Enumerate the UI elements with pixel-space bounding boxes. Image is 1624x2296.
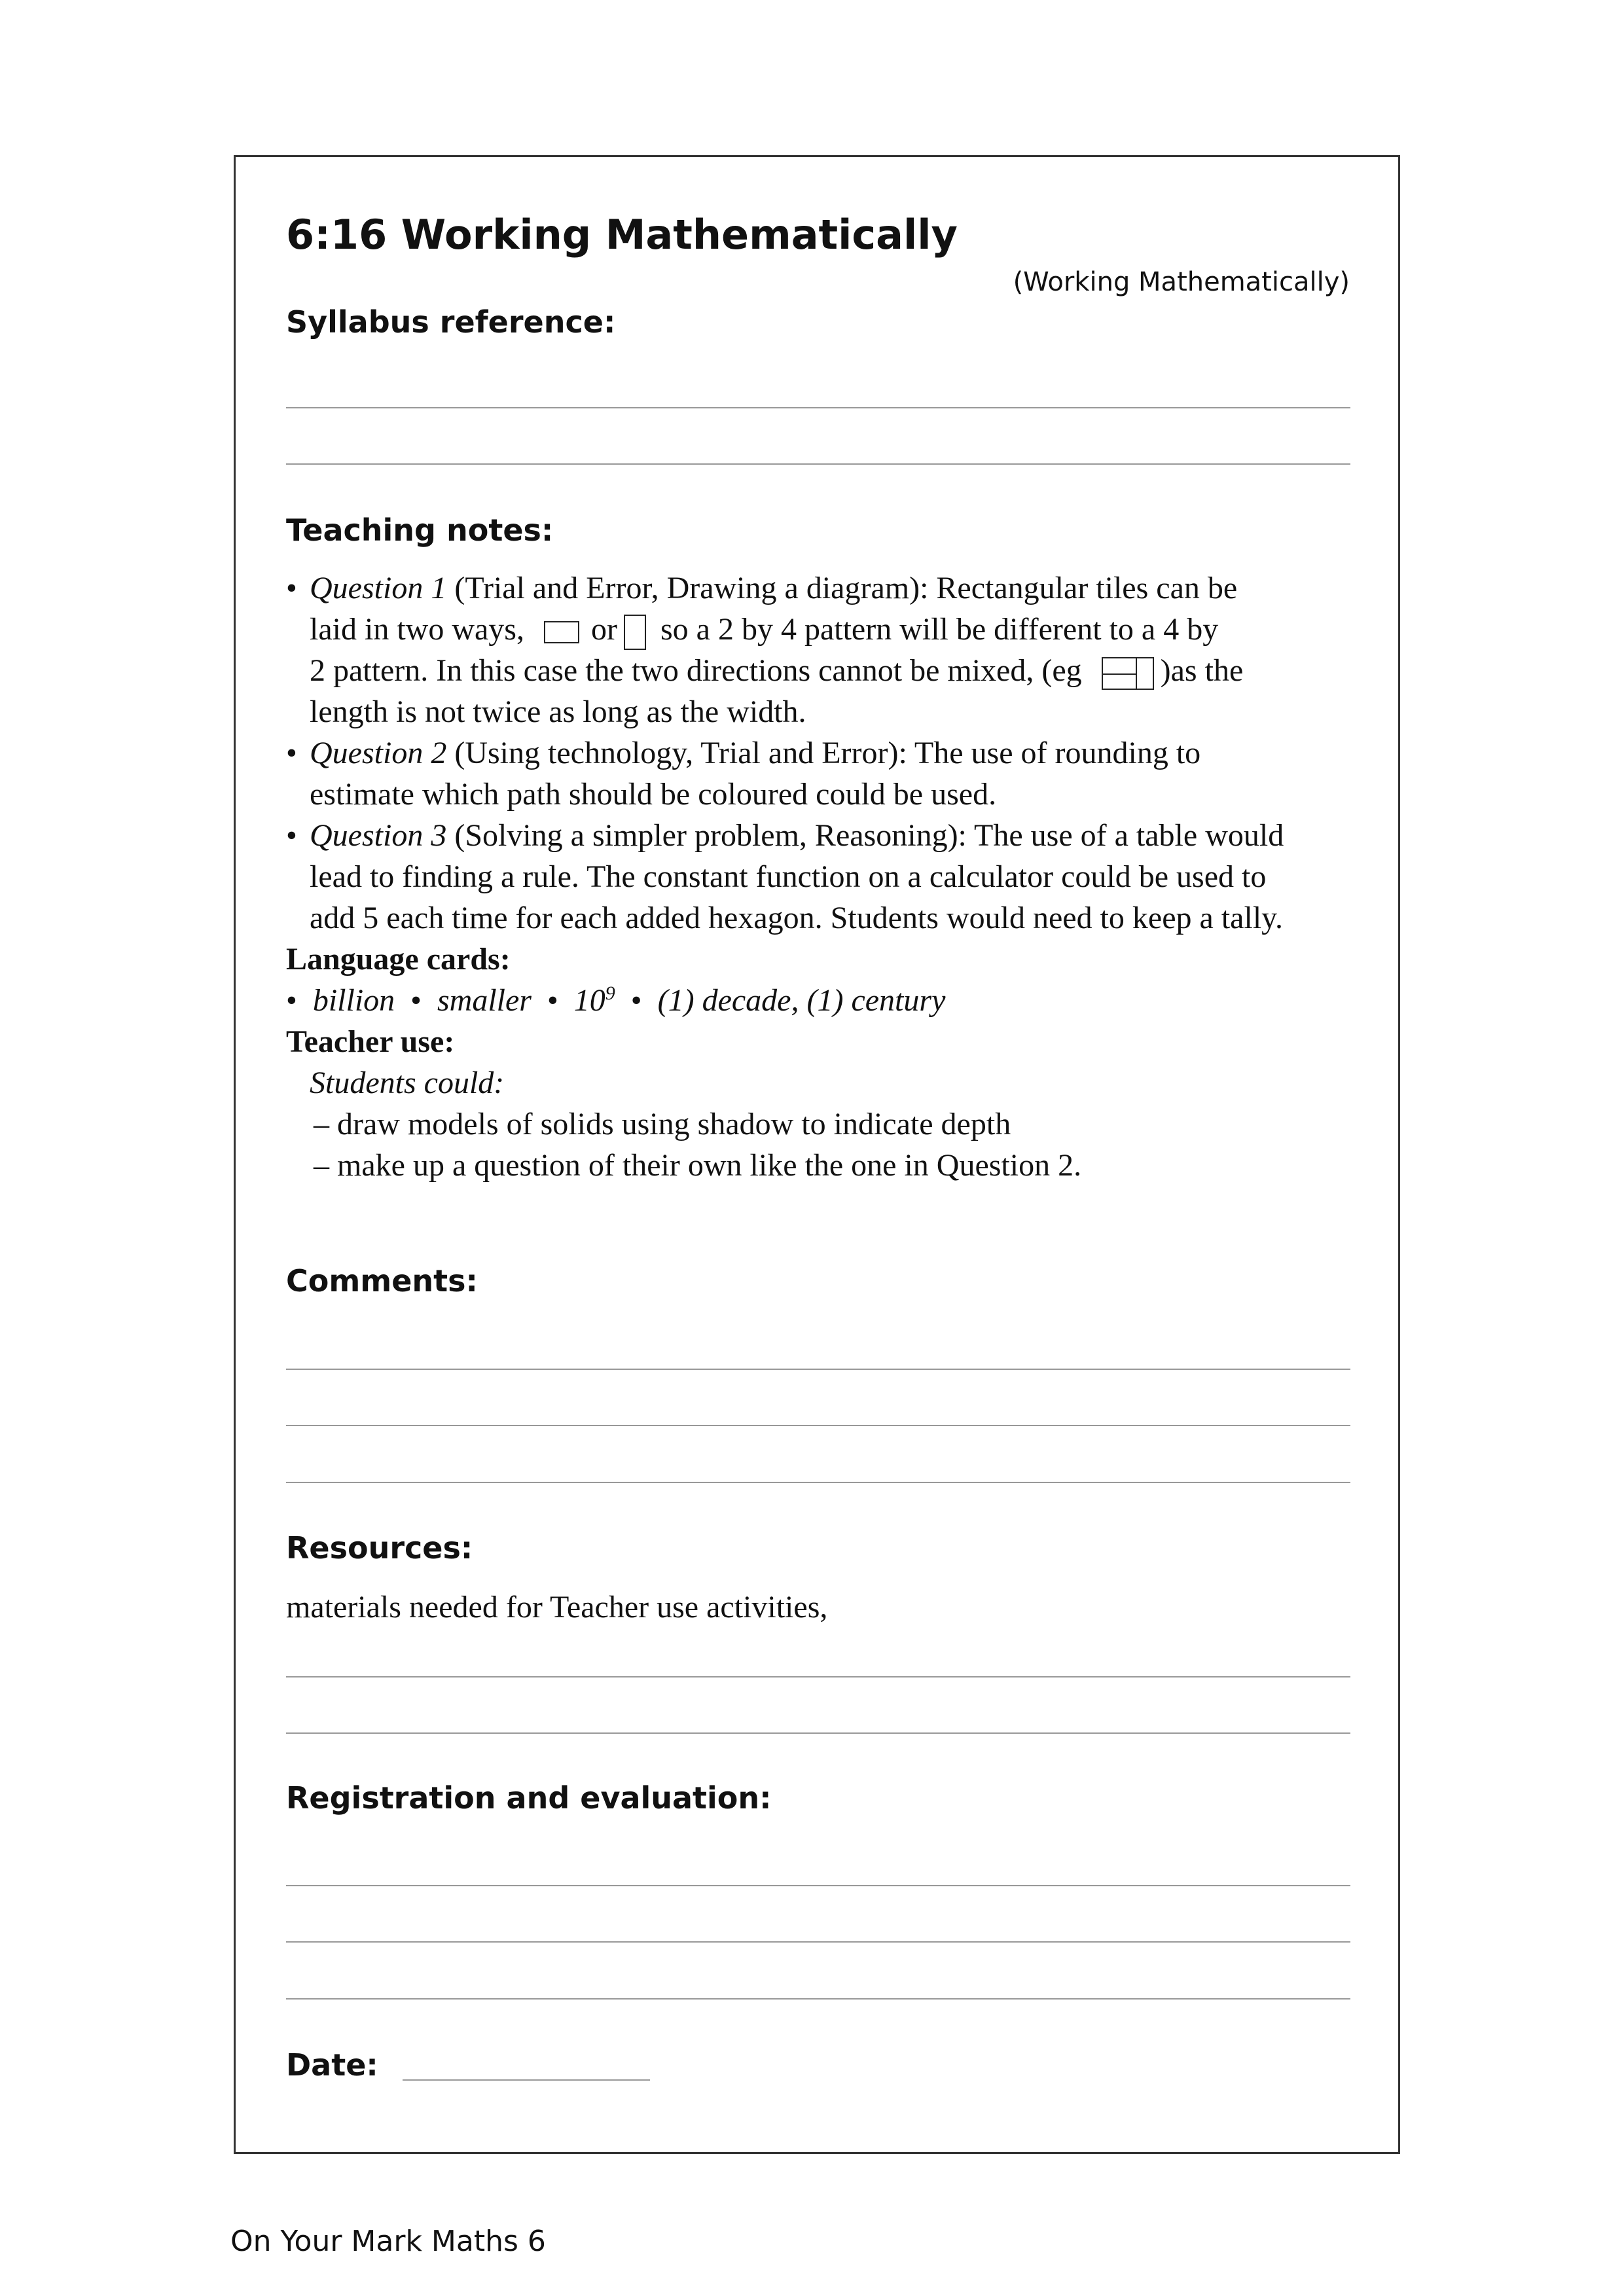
registration-line-2 bbox=[286, 1941, 1350, 1943]
note-question-1: • Question 1 (Trial and Error, Drawing a diagram): Rectangular tiles can be laid in two ways, or so a 2 by 4 pattern will be different to a 4 by 2 pattern. In this case the two directions cannot be mixed, (eg )as the length is not twice as long as the width. bbox=[286, 567, 1360, 732]
syllabus-line-2 bbox=[286, 463, 1350, 465]
q1-line-3a: 2 pattern. In this case the two directions cannot be mixed, (eg bbox=[310, 653, 1082, 688]
q1-line-2c: so a 2 by 4 pattern will be different to a 4 by bbox=[660, 612, 1219, 647]
date-line bbox=[403, 2079, 650, 2081]
language-cards-list: • billion • smaller • $10^9$ • (1) decade, (1) century bbox=[286, 982, 946, 1018]
registration-heading: Registration and evaluation: bbox=[286, 1780, 772, 1816]
teaching-notes-heading: Teaching notes: bbox=[286, 512, 554, 548]
vertical-tile-icon bbox=[624, 615, 646, 650]
horizontal-tile-icon bbox=[544, 621, 579, 643]
comments-line-2 bbox=[286, 1425, 1350, 1426]
q3-line-1: (Solving a simpler problem, Reasoning): The use of a table would bbox=[446, 818, 1284, 853]
registration-line-3 bbox=[286, 1998, 1350, 2000]
comments-heading: Comments: bbox=[286, 1263, 478, 1299]
card-power-exponent: 9 bbox=[605, 982, 615, 1004]
registration-line-1 bbox=[286, 1885, 1350, 1886]
strand-label: (Working Mathematically) bbox=[1013, 267, 1350, 297]
note-question-3: • Question 3 (Solving a simpler problem, Reasoning): The use of a table would lead to finding a rule. The constant function on a calculator could be used to add 5 each time for each added hexagon. Students would need to keep a tally. bbox=[286, 815, 1360, 939]
language-cards-heading: Language cards: bbox=[286, 942, 511, 977]
resources-text: materials needed for Teacher use activities, bbox=[286, 1590, 828, 1624]
teacher-use-heading: Teacher use: bbox=[286, 1024, 455, 1059]
teacher-use-intro: Students could: bbox=[310, 1066, 505, 1100]
footer-book-title: On Your Mark Maths 6 bbox=[230, 2225, 546, 2258]
resources-heading: Resources: bbox=[286, 1530, 473, 1566]
q2-label: Question 2 bbox=[310, 736, 447, 770]
q1-line-2a: laid in two ways, bbox=[310, 612, 524, 647]
card-smaller: smaller bbox=[437, 983, 532, 1018]
q3-line-2: lead to finding a rule. The constant function on a calculator could be used to bbox=[310, 859, 1267, 894]
q1-line-3b: )as the bbox=[1160, 653, 1244, 688]
mixed-tile-icon bbox=[1102, 657, 1154, 690]
q2-line-2: estimate which path should be coloured could be used. bbox=[310, 777, 997, 812]
note-question-2: • Question 2 (Using technology, Trial and Error): The use of rounding to estimate which path should be coloured could be used. bbox=[286, 732, 1360, 815]
q1-line-1: (Trial and Error, Drawing a diagram): Rectangular tiles can be bbox=[446, 571, 1238, 605]
q3-line-3: add 5 each time for each added hexagon. Students would need to keep a tally. bbox=[310, 901, 1284, 935]
card-billion: billion bbox=[312, 983, 395, 1018]
resources-line-1 bbox=[286, 1676, 1350, 1677]
q1-line-2b: or bbox=[590, 612, 617, 647]
q2-line-1: (Using technology, Trial and Error): The use of rounding to bbox=[446, 736, 1201, 770]
teacher-use-item-2: – make up a question of their own like the one in Question 2. bbox=[314, 1148, 1082, 1183]
date-label: Date: bbox=[286, 2047, 378, 2083]
syllabus-line-1 bbox=[286, 407, 1350, 408]
q3-label: Question 3 bbox=[310, 818, 447, 853]
comments-line-3 bbox=[286, 1482, 1350, 1483]
resources-line-2 bbox=[286, 1732, 1350, 1734]
card-decade-century: (1) decade, (1) century bbox=[657, 983, 946, 1018]
q1-label: Question 1 bbox=[310, 571, 447, 605]
q1-line-4: length is not twice as long as the width. bbox=[310, 694, 806, 729]
syllabus-heading: Syllabus reference: bbox=[286, 304, 616, 340]
teacher-use-item-1: – draw models of solids using shadow to indicate depth bbox=[314, 1107, 1011, 1141]
page-title: 6:16 Working Mathematically bbox=[286, 211, 958, 259]
card-power-base: 10 bbox=[573, 983, 605, 1018]
comments-line-1 bbox=[286, 1369, 1350, 1370]
teaching-notes-body bbox=[286, 567, 1360, 1186]
